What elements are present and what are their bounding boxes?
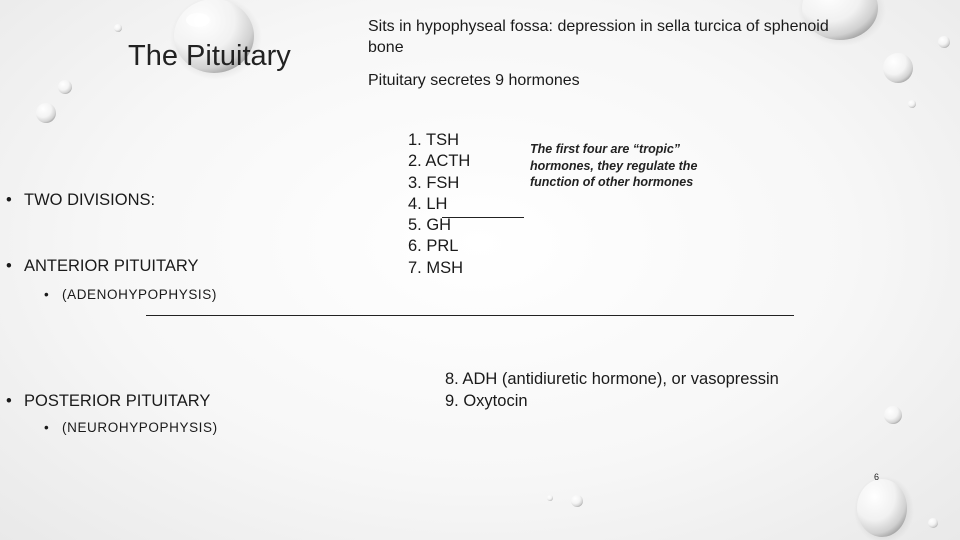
water-drop [908, 100, 916, 108]
tropic-divider-line [442, 217, 524, 218]
hormone-item: 8. ADH (antidiuretic hormone), or vasopressin [445, 370, 779, 388]
bullet-anterior-pituitary [6, 257, 199, 276]
hormone-item: 9. Oxytocin [445, 392, 528, 410]
water-drop [884, 406, 902, 424]
bullet-icon: • [6, 191, 12, 209]
hormone-item: 7. MSH [408, 258, 464, 277]
bullet-icon: • [6, 257, 12, 275]
bullet-two-divisions [6, 191, 155, 210]
tropic-note: The first four are “tropic” hormones, they regulate the function of other hormones [530, 142, 698, 189]
water-drop [857, 479, 907, 537]
water-drop [938, 36, 950, 48]
hormone-item: 4. LH [408, 194, 448, 213]
page-number: 6 [874, 472, 880, 482]
sub-bullet-adenohypophysis [44, 287, 217, 302]
water-drop [36, 103, 56, 123]
hormone-item: 6. PRL [408, 237, 459, 256]
water-drop [571, 495, 583, 507]
secretes-text: Pituitary secretes 9 hormones [368, 72, 580, 89]
intro-text: Sits in hypophyseal fossa: depression in sella turcica of sphenoid bone [368, 18, 829, 56]
water-drop [114, 24, 122, 32]
water-drop [928, 518, 938, 528]
sub-bullet-text: (ADENOHYPOPHYSIS) [62, 287, 217, 302]
section-divider-line [146, 315, 794, 316]
sub-bullet-neurohypophysis [44, 420, 218, 435]
bullet-text: TWO DIVISIONS: [24, 191, 156, 209]
sub-bullet-text: (NEUROHYPOPHYSIS) [62, 420, 218, 435]
bullet-icon: • [44, 287, 50, 302]
water-drop [883, 53, 913, 83]
hormone-item: 3. FSH [408, 173, 460, 192]
bullet-posterior-pituitary [6, 392, 210, 411]
water-drop [58, 80, 72, 94]
hormone-item: 2. ACTH [408, 152, 471, 171]
bullet-text: ANTERIOR PITUITARY [24, 257, 199, 275]
bullet-icon: • [44, 420, 50, 435]
slide-title: The Pituitary [128, 40, 291, 72]
hormone-item: 5. GH [408, 216, 452, 235]
water-drop [547, 495, 553, 501]
bullet-icon: • [6, 392, 12, 410]
anterior-hormone-list [408, 130, 470, 279]
water-drop [186, 13, 210, 27]
posterior-hormone-list [445, 368, 779, 412]
hormone-item: 1. TSH [408, 131, 460, 149]
bullet-text: POSTERIOR PITUITARY [24, 392, 211, 410]
